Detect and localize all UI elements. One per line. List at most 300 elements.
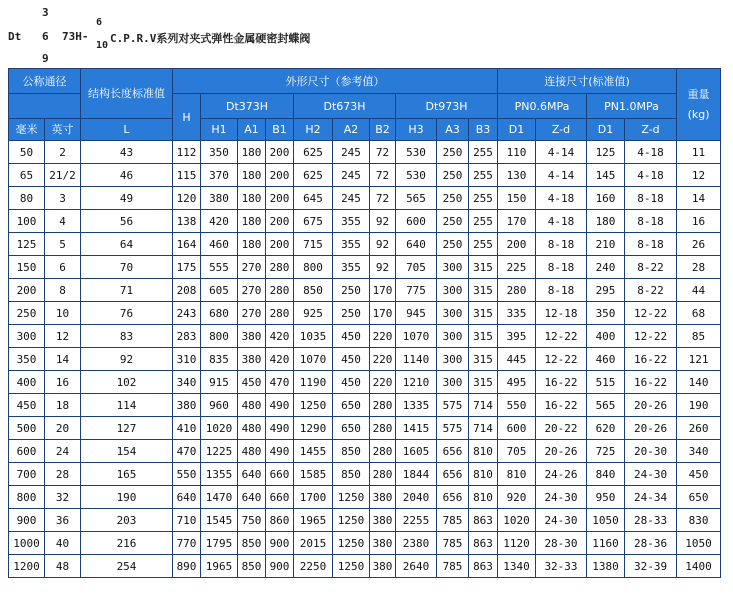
cell-b1: 660 xyxy=(266,486,294,509)
cell-b3: 863 xyxy=(469,509,498,532)
table-row xyxy=(9,440,721,463)
cell-b1: 200 xyxy=(266,141,294,164)
cell-weight: 1400 xyxy=(677,555,721,578)
cell-b3: 315 xyxy=(469,348,498,371)
cell-d1-pn10: 145 xyxy=(587,164,625,187)
header-a1: A1 xyxy=(238,119,266,141)
cell-a1: 270 xyxy=(238,302,266,325)
cell-h: 208 xyxy=(173,279,201,302)
cell-inch: 20 xyxy=(45,417,81,440)
cell-b2: 170 xyxy=(370,279,396,302)
header-b1: B1 xyxy=(266,119,294,141)
cell-zd-pn10: 8-18 xyxy=(625,210,677,233)
table-row xyxy=(9,486,721,509)
cell-a1: 640 xyxy=(238,463,266,486)
cell-h: 710 xyxy=(173,509,201,532)
table-row xyxy=(9,256,721,279)
cell-inch: 28 xyxy=(45,463,81,486)
title-text: C.P.R.V系列对夹式弹性金属硬密封蝶阀 xyxy=(110,32,311,45)
cell-a2: 245 xyxy=(333,164,370,187)
cell-d1-pn10: 400 xyxy=(587,325,625,348)
cell-h2: 1190 xyxy=(294,371,333,394)
header-h2: H2 xyxy=(294,119,333,141)
title-prefix: Dt xyxy=(8,30,22,43)
cell-zd-pn06: 12-18 xyxy=(536,302,587,325)
cell-mm: 350 xyxy=(9,348,45,371)
cell-h: 310 xyxy=(173,348,201,371)
cell-b3: 863 xyxy=(469,555,498,578)
cell-h: 164 xyxy=(173,233,201,256)
header-a3: A3 xyxy=(437,119,469,141)
cell-zd-pn10: 12-22 xyxy=(625,325,677,348)
cell-weight: 14 xyxy=(677,187,721,210)
cell-d1-pn06: 550 xyxy=(498,394,536,417)
cell-h2: 645 xyxy=(294,187,333,210)
cell-b3: 714 xyxy=(469,394,498,417)
cell-b3: 714 xyxy=(469,417,498,440)
cell-length: 216 xyxy=(81,532,173,555)
spec-table xyxy=(8,68,721,578)
cell-zd-pn10: 4-18 xyxy=(625,164,677,187)
cell-a1: 180 xyxy=(238,210,266,233)
cell-length: 102 xyxy=(81,371,173,394)
cell-d1-pn06: 920 xyxy=(498,486,536,509)
table-row xyxy=(9,210,721,233)
cell-b3: 315 xyxy=(469,279,498,302)
cell-h1: 960 xyxy=(201,394,238,417)
cell-a3: 785 xyxy=(437,509,469,532)
header-length: 结构长度标准值 xyxy=(81,69,173,119)
cell-d1-pn06: 705 xyxy=(498,440,536,463)
cell-inch: 4 xyxy=(45,210,81,233)
table-body xyxy=(9,141,721,578)
cell-h: 550 xyxy=(173,463,201,486)
cell-b1: 470 xyxy=(266,371,294,394)
cell-b1: 200 xyxy=(266,164,294,187)
cell-a1: 450 xyxy=(238,371,266,394)
cell-weight: 44 xyxy=(677,279,721,302)
cell-mm: 200 xyxy=(9,279,45,302)
cell-a3: 300 xyxy=(437,256,469,279)
cell-zd-pn06: 4-18 xyxy=(536,210,587,233)
cell-b1: 200 xyxy=(266,233,294,256)
cell-h1: 555 xyxy=(201,256,238,279)
cell-zd-pn06: 8-18 xyxy=(536,279,587,302)
cell-weight: 190 xyxy=(677,394,721,417)
cell-b1: 860 xyxy=(266,509,294,532)
table-row xyxy=(9,463,721,486)
cell-b1: 490 xyxy=(266,394,294,417)
cell-mm: 500 xyxy=(9,417,45,440)
cell-zd-pn06: 12-22 xyxy=(536,348,587,371)
cell-b2: 280 xyxy=(370,440,396,463)
cell-a2: 1250 xyxy=(333,509,370,532)
cell-h2: 800 xyxy=(294,256,333,279)
cell-b2: 72 xyxy=(370,187,396,210)
cell-d1-pn10: 950 xyxy=(587,486,625,509)
cell-mm: 300 xyxy=(9,325,45,348)
cell-a2: 1250 xyxy=(333,532,370,555)
cell-h1: 420 xyxy=(201,210,238,233)
cell-a2: 245 xyxy=(333,141,370,164)
cell-a3: 250 xyxy=(437,233,469,256)
table-row xyxy=(9,509,721,532)
table-row xyxy=(9,394,721,417)
cell-zd-pn10: 8-22 xyxy=(625,256,677,279)
cell-a3: 250 xyxy=(437,141,469,164)
cell-mm: 1200 xyxy=(9,555,45,578)
cell-h3: 2640 xyxy=(396,555,437,578)
cell-h1: 1545 xyxy=(201,509,238,532)
cell-zd-pn10: 12-22 xyxy=(625,302,677,325)
cell-inch: 8 xyxy=(45,279,81,302)
cell-h: 243 xyxy=(173,302,201,325)
cell-b2: 280 xyxy=(370,417,396,440)
cell-a1: 480 xyxy=(238,394,266,417)
cell-h1: 460 xyxy=(201,233,238,256)
cell-h: 175 xyxy=(173,256,201,279)
cell-b3: 810 xyxy=(469,463,498,486)
cell-a2: 250 xyxy=(333,302,370,325)
cell-b2: 220 xyxy=(370,371,396,394)
cell-d1-pn10: 515 xyxy=(587,371,625,394)
cell-h3: 1605 xyxy=(396,440,437,463)
cell-weight: 11 xyxy=(677,141,721,164)
cell-h3: 945 xyxy=(396,302,437,325)
cell-b3: 255 xyxy=(469,187,498,210)
cell-inch: 36 xyxy=(45,509,81,532)
cell-h2: 2015 xyxy=(294,532,333,555)
cell-a3: 656 xyxy=(437,463,469,486)
cell-d1-pn06: 600 xyxy=(498,417,536,440)
cell-b3: 315 xyxy=(469,325,498,348)
cell-h1: 1225 xyxy=(201,440,238,463)
header-d1-pn06: D1 xyxy=(498,119,536,141)
cell-weight: 121 xyxy=(677,348,721,371)
cell-inch: 18 xyxy=(45,394,81,417)
cell-h: 112 xyxy=(173,141,201,164)
cell-length: 203 xyxy=(81,509,173,532)
cell-d1-pn10: 725 xyxy=(587,440,625,463)
table-row xyxy=(9,532,721,555)
cell-a3: 300 xyxy=(437,348,469,371)
header-l: L xyxy=(81,119,173,141)
cell-d1-pn10: 160 xyxy=(587,187,625,210)
cell-b1: 280 xyxy=(266,302,294,325)
cell-h3: 1844 xyxy=(396,463,437,486)
cell-d1-pn06: 335 xyxy=(498,302,536,325)
cell-b2: 220 xyxy=(370,325,396,348)
cell-weight: 16 xyxy=(677,210,721,233)
cell-a1: 480 xyxy=(238,417,266,440)
cell-d1-pn06: 495 xyxy=(498,371,536,394)
cell-a2: 650 xyxy=(333,417,370,440)
cell-h2: 1070 xyxy=(294,348,333,371)
cell-a1: 180 xyxy=(238,164,266,187)
cell-h3: 600 xyxy=(396,210,437,233)
cell-mm: 250 xyxy=(9,302,45,325)
cell-length: 71 xyxy=(81,279,173,302)
cell-a3: 656 xyxy=(437,486,469,509)
cell-a3: 656 xyxy=(437,440,469,463)
cell-inch: 10 xyxy=(45,302,81,325)
cell-zd-pn10: 20-26 xyxy=(625,394,677,417)
cell-h1: 370 xyxy=(201,164,238,187)
cell-h2: 2250 xyxy=(294,555,333,578)
cell-h: 470 xyxy=(173,440,201,463)
cell-d1-pn06: 1340 xyxy=(498,555,536,578)
header-connection: 连接尺寸(标准值) xyxy=(498,69,677,94)
header-d1-pn10: D1 xyxy=(587,119,625,141)
cell-b2: 170 xyxy=(370,302,396,325)
cell-zd-pn06: 28-30 xyxy=(536,532,587,555)
cell-a2: 450 xyxy=(333,348,370,371)
cell-b2: 380 xyxy=(370,555,396,578)
cell-zd-pn06: 16-22 xyxy=(536,394,587,417)
cell-a1: 850 xyxy=(238,532,266,555)
cell-zd-pn10: 8-18 xyxy=(625,187,677,210)
cell-h2: 1585 xyxy=(294,463,333,486)
header-b2: B2 xyxy=(370,119,396,141)
cell-zd-pn06: 12-22 xyxy=(536,325,587,348)
cell-mm: 80 xyxy=(9,187,45,210)
table-row xyxy=(9,233,721,256)
cell-a2: 1250 xyxy=(333,555,370,578)
cell-h2: 1035 xyxy=(294,325,333,348)
cell-a1: 480 xyxy=(238,440,266,463)
cell-length: 46 xyxy=(81,164,173,187)
table-row xyxy=(9,348,721,371)
cell-h3: 775 xyxy=(396,279,437,302)
cell-d1-pn06: 200 xyxy=(498,233,536,256)
cell-weight: 12 xyxy=(677,164,721,187)
cell-b2: 92 xyxy=(370,256,396,279)
cell-length: 114 xyxy=(81,394,173,417)
header-mm: 毫米 xyxy=(9,119,45,141)
cell-length: 49 xyxy=(81,187,173,210)
cell-h1: 350 xyxy=(201,141,238,164)
cell-d1-pn10: 460 xyxy=(587,348,625,371)
cell-h3: 1415 xyxy=(396,417,437,440)
cell-zd-pn10: 8-18 xyxy=(625,233,677,256)
cell-length: 254 xyxy=(81,555,173,578)
cell-inch: 14 xyxy=(45,348,81,371)
table-row xyxy=(9,141,721,164)
cell-b3: 255 xyxy=(469,164,498,187)
cell-d1-pn06: 1020 xyxy=(498,509,536,532)
table-row xyxy=(9,325,721,348)
cell-h: 380 xyxy=(173,394,201,417)
cell-a2: 1250 xyxy=(333,486,370,509)
cell-d1-pn10: 295 xyxy=(587,279,625,302)
cell-d1-pn06: 110 xyxy=(498,141,536,164)
header-h3: H3 xyxy=(396,119,437,141)
cell-length: 127 xyxy=(81,417,173,440)
cell-mm: 600 xyxy=(9,440,45,463)
cell-mm: 400 xyxy=(9,371,45,394)
cell-a2: 850 xyxy=(333,440,370,463)
cell-a2: 250 xyxy=(333,279,370,302)
cell-a3: 575 xyxy=(437,417,469,440)
cell-a3: 250 xyxy=(437,164,469,187)
cell-length: 43 xyxy=(81,141,173,164)
cell-h: 340 xyxy=(173,371,201,394)
title-variant-top: 3 xyxy=(42,6,49,19)
cell-a1: 180 xyxy=(238,141,266,164)
cell-h2: 625 xyxy=(294,164,333,187)
cell-a3: 300 xyxy=(437,371,469,394)
cell-b1: 420 xyxy=(266,325,294,348)
cell-zd-pn06: 24-30 xyxy=(536,486,587,509)
cell-h: 770 xyxy=(173,532,201,555)
table-row xyxy=(9,371,721,394)
cell-zd-pn06: 32-33 xyxy=(536,555,587,578)
cell-b2: 220 xyxy=(370,348,396,371)
cell-inch: 16 xyxy=(45,371,81,394)
cell-h3: 2380 xyxy=(396,532,437,555)
cell-h3: 530 xyxy=(396,141,437,164)
cell-zd-pn06: 4-14 xyxy=(536,141,587,164)
header-a2: A2 xyxy=(333,119,370,141)
cell-a2: 450 xyxy=(333,371,370,394)
cell-a3: 300 xyxy=(437,279,469,302)
cell-d1-pn06: 150 xyxy=(498,187,536,210)
cell-mm: 800 xyxy=(9,486,45,509)
cell-b2: 92 xyxy=(370,210,396,233)
cell-h2: 675 xyxy=(294,210,333,233)
cell-d1-pn10: 1380 xyxy=(587,555,625,578)
cell-b2: 380 xyxy=(370,486,396,509)
cell-zd-pn10: 24-34 xyxy=(625,486,677,509)
cell-b1: 490 xyxy=(266,417,294,440)
cell-b3: 315 xyxy=(469,371,498,394)
cell-length: 190 xyxy=(81,486,173,509)
cell-h1: 915 xyxy=(201,371,238,394)
cell-b3: 255 xyxy=(469,233,498,256)
cell-h1: 835 xyxy=(201,348,238,371)
cell-h3: 1140 xyxy=(396,348,437,371)
title-pressure-top: 6 xyxy=(96,17,103,28)
cell-zd-pn06: 20-26 xyxy=(536,440,587,463)
cell-d1-pn06: 130 xyxy=(498,164,536,187)
cell-a2: 850 xyxy=(333,463,370,486)
cell-a2: 650 xyxy=(333,394,370,417)
cell-inch: 12 xyxy=(45,325,81,348)
cell-h2: 850 xyxy=(294,279,333,302)
cell-zd-pn06: 4-18 xyxy=(536,187,587,210)
cell-mm: 150 xyxy=(9,256,45,279)
cell-h3: 640 xyxy=(396,233,437,256)
cell-d1-pn10: 210 xyxy=(587,233,625,256)
cell-a1: 380 xyxy=(238,325,266,348)
cell-h2: 715 xyxy=(294,233,333,256)
header-pn06: PN0.6MPa xyxy=(498,94,587,119)
cell-h3: 705 xyxy=(396,256,437,279)
cell-inch: 24 xyxy=(45,440,81,463)
cell-inch: 3 xyxy=(45,187,81,210)
cell-b1: 200 xyxy=(266,210,294,233)
header-pn10: PN1.0MPa xyxy=(587,94,677,119)
cell-b2: 92 xyxy=(370,233,396,256)
cell-d1-pn10: 840 xyxy=(587,463,625,486)
cell-b3: 315 xyxy=(469,256,498,279)
cell-weight: 68 xyxy=(677,302,721,325)
cell-h1: 1020 xyxy=(201,417,238,440)
cell-a1: 640 xyxy=(238,486,266,509)
cell-b1: 900 xyxy=(266,532,294,555)
cell-length: 83 xyxy=(81,325,173,348)
cell-h: 283 xyxy=(173,325,201,348)
cell-length: 92 xyxy=(81,348,173,371)
cell-h2: 625 xyxy=(294,141,333,164)
cell-zd-pn06: 8-18 xyxy=(536,233,587,256)
cell-h3: 1210 xyxy=(396,371,437,394)
cell-zd-pn06: 20-22 xyxy=(536,417,587,440)
cell-zd-pn10: 4-18 xyxy=(625,141,677,164)
cell-d1-pn10: 1050 xyxy=(587,509,625,532)
cell-h1: 1795 xyxy=(201,532,238,555)
cell-weight: 1050 xyxy=(677,532,721,555)
header-zd-pn10: Z-d xyxy=(625,119,677,141)
cell-mm: 700 xyxy=(9,463,45,486)
cell-weight: 28 xyxy=(677,256,721,279)
header-b3: B3 xyxy=(469,119,498,141)
cell-d1-pn06: 280 xyxy=(498,279,536,302)
cell-h: 890 xyxy=(173,555,201,578)
cell-b2: 380 xyxy=(370,509,396,532)
cell-h2: 1290 xyxy=(294,417,333,440)
cell-zd-pn10: 16-22 xyxy=(625,348,677,371)
cell-b1: 280 xyxy=(266,256,294,279)
header-weight: 重量(kg) xyxy=(677,69,721,141)
cell-d1-pn06: 1120 xyxy=(498,532,536,555)
cell-b3: 255 xyxy=(469,210,498,233)
cell-zd-pn06: 24-30 xyxy=(536,509,587,532)
cell-d1-pn10: 240 xyxy=(587,256,625,279)
cell-zd-pn10: 24-30 xyxy=(625,463,677,486)
cell-h2: 1455 xyxy=(294,440,333,463)
cell-mm: 65 xyxy=(9,164,45,187)
cell-d1-pn06: 170 xyxy=(498,210,536,233)
cell-a3: 575 xyxy=(437,394,469,417)
cell-zd-pn06: 16-22 xyxy=(536,371,587,394)
table-row xyxy=(9,187,721,210)
cell-b3: 810 xyxy=(469,440,498,463)
cell-a2: 450 xyxy=(333,325,370,348)
cell-inch: 40 xyxy=(45,532,81,555)
cell-h: 138 xyxy=(173,210,201,233)
cell-b2: 280 xyxy=(370,394,396,417)
cell-h1: 1355 xyxy=(201,463,238,486)
table-row xyxy=(9,164,721,187)
cell-d1-pn06: 225 xyxy=(498,256,536,279)
cell-mm: 125 xyxy=(9,233,45,256)
cell-h: 115 xyxy=(173,164,201,187)
cell-zd-pn06: 4-14 xyxy=(536,164,587,187)
header-nominal-blank xyxy=(9,94,81,119)
cell-h1: 680 xyxy=(201,302,238,325)
cell-b3: 810 xyxy=(469,486,498,509)
cell-zd-pn06: 8-18 xyxy=(536,256,587,279)
cell-weight: 26 xyxy=(677,233,721,256)
table-row xyxy=(9,302,721,325)
header-dt973: Dt973H xyxy=(396,94,498,119)
cell-a1: 380 xyxy=(238,348,266,371)
cell-a1: 270 xyxy=(238,279,266,302)
cell-h1: 605 xyxy=(201,279,238,302)
header-dt673: Dt673H xyxy=(294,94,396,119)
cell-h1: 1965 xyxy=(201,555,238,578)
